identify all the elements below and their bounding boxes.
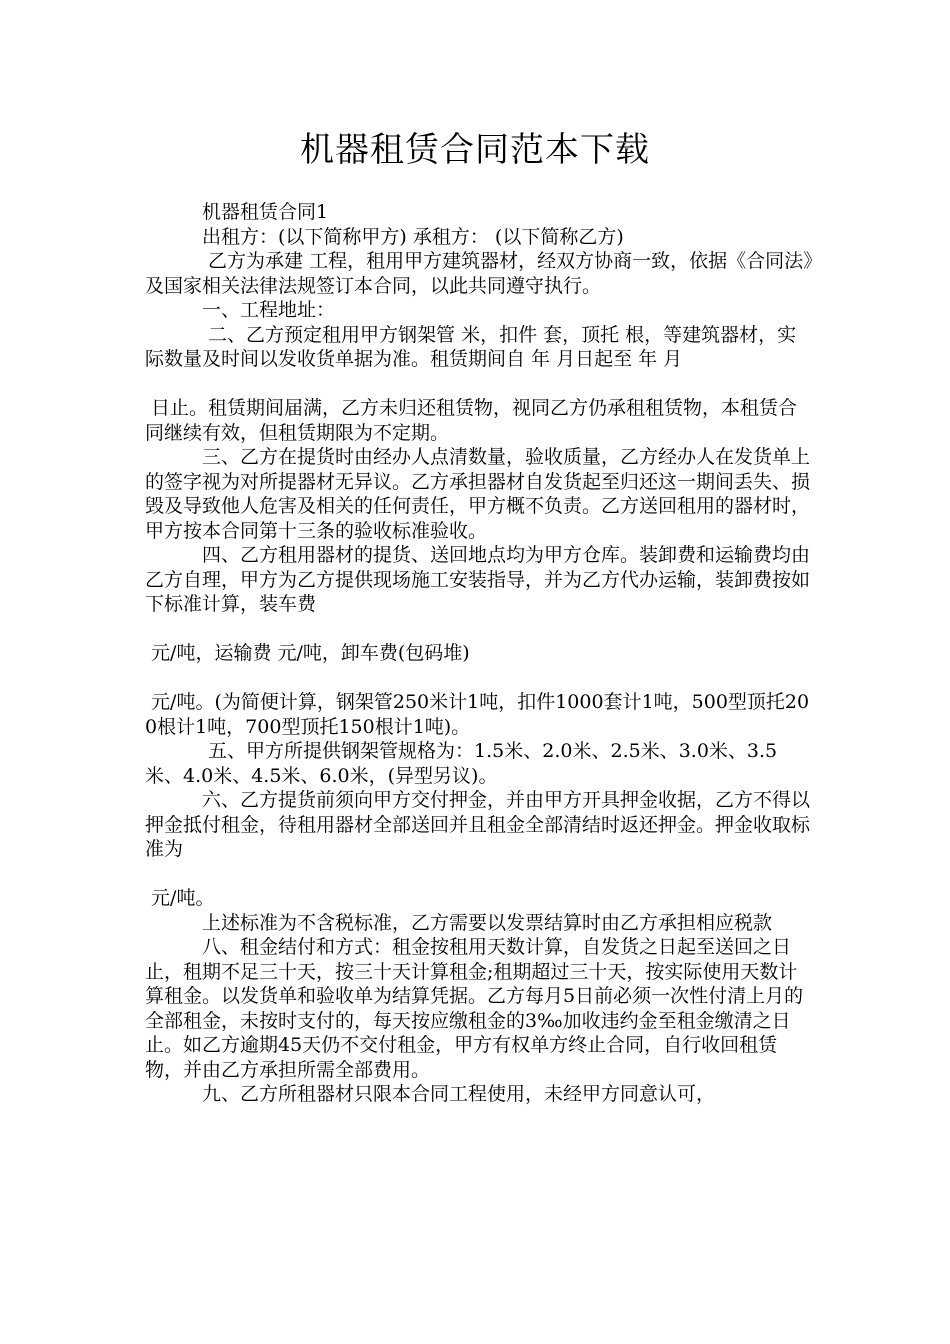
clause-6-deposit: 六、乙方提货前须向甲方交付押金，并由甲方开具押金收据，乙方不得以押金抵付租金，待租用器材全部送回并且租金全部清结时返还押金。押金收取标准为 (145, 789, 811, 860)
parties-line: 出租方：(以下简称甲方) 承租方： (以下简称乙方) (202, 225, 624, 248)
blank-line (145, 862, 815, 887)
blank-line (145, 372, 815, 397)
document-body (145, 200, 815, 1107)
clause-2-rental-items: 二、乙方预定租用甲方钢架管 米，扣件 套，顶托 根，等建筑器材，实际数量及时间以发收货单据为准。租赁期间自 年 月日起至 年 月 (145, 323, 797, 370)
clause-1-address: 一、工程地址： (202, 299, 336, 321)
preamble-paragraph: 乙方为承建 工程，租用甲方建筑器材，经双方协商一致，依据《合同法》及国家相关法律法规签订本合同，以此共同遵守执行。 (145, 250, 813, 297)
tax-note: 上述标准为不含税标准，乙方需要以发票结算时由乙方承担相应税款 (202, 911, 773, 934)
clause-9-usage: 九、乙方所租器材只限本合同工程使用，未经甲方同意认可， (202, 1083, 716, 1105)
clause-4-conversion: 元/吨。(为简便计算，钢架管250米计1吨，扣件1000套计1吨，500型顶托200根计1吨，700型顶托150根计1吨)。 (145, 691, 810, 738)
clause-6-deposit-rate: 元/吨。 (145, 887, 215, 909)
clause-2-continued: 日止。租赁期间届满，乙方未归还租赁物，视同乙方仍承租租赁物，本租赁合同继续有效，但租赁期限为不定期。 (145, 397, 798, 444)
clause-8-payment: 八、租金结付和方式：租金按租用天数计算，自发货之日起至送回之日止，租期不足三十天，按三十天计算租金;租期超过三十天，按实际使用天数计算租金。以发货单和验收单为结算凭据。乙方每月5日前必须一次性付清上月的全部租金，未按时支付的，每天按应缴租金的3‰加收违约金至租金缴清之日止。如乙方逾期45天仍不交付租金，甲方有权单方终止合同，自行收回租赁物，并由乙方承担所需全部费用。 (145, 936, 804, 1081)
blank-line (145, 666, 815, 691)
clause-5-specs: 五、甲方所提供钢架管规格为：1.5米、2.0米、2.5米、3.0米、3.5米、4.0米、4.5米、6.0米，(异型另议)。 (145, 740, 778, 787)
contract-heading: 机器租赁合同1 (202, 201, 329, 223)
clause-4-delivery: 四、乙方租用器材的提货、送回地点均为甲方仓库。装卸费和运输费均由乙方自理，甲方为乙方提供现场施工安装指导，并为乙方代办运输，装卸费按如下标准计算，装车费 (145, 544, 811, 615)
clause-3-inspection: 三、乙方在提货时由经办人点清数量，验收质量，乙方经办人在发货单上的签字视为对所提器材无异议。乙方承担器材自发货起至归还这一期间丢失、损毁及导致他人危害及相关的任何责任，甲方概不负责。乙方送回租用的器材时，甲方按本合同第十三条的验收标准验收。 (145, 446, 811, 542)
clause-4-fees: 元/吨，运输费 元/吨，卸车费(包码堆) (145, 642, 470, 664)
document-title: 机器租赁合同范本下载 (300, 130, 650, 170)
blank-line (145, 617, 815, 642)
